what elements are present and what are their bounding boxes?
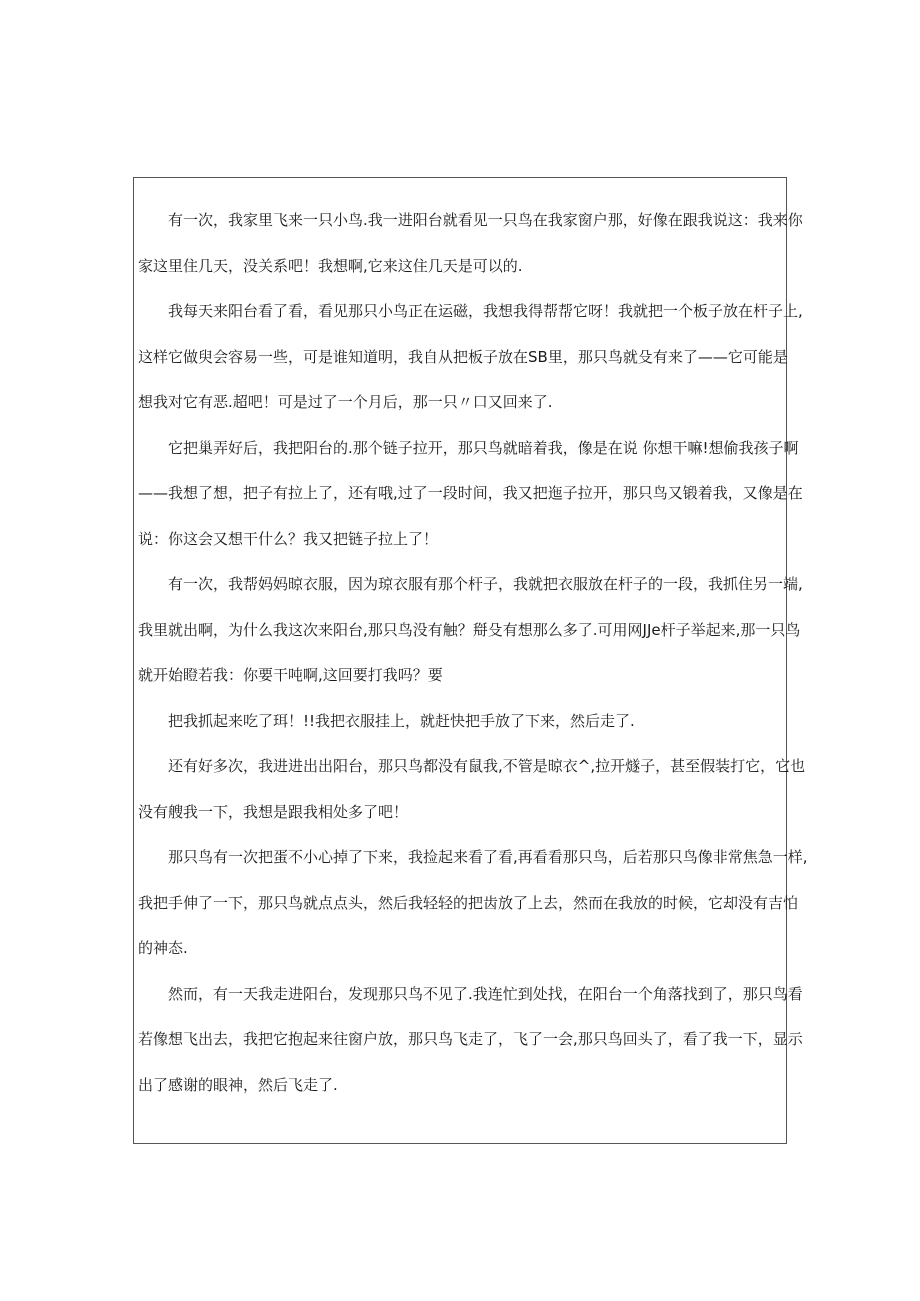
paragraph-8	[138, 972, 803, 1109]
paragraph-line: 那只鸟有一次把蛋不小心掉了下来，我捡起来看了看,再看看那只鸟，后若那只鸟像非常焦急一样,	[168, 848, 808, 866]
paragraph-line: 家这里住几天，没关系吧！我想啊,它来这住几天是可以的.	[138, 256, 523, 275]
paragraph-line: 出了感谢的眼神，然后飞走了.	[138, 1075, 338, 1094]
paragraph-line: 没有艘我一下，我想是跟我相处多了吧！	[138, 802, 409, 821]
paragraph-7	[138, 835, 808, 972]
paragraph-line: 还有好多次，我进进出出阳台，那只鸟都没有鼠我,不管是晾衣^,拉开燧子，甚至假装打它，它也	[168, 757, 806, 775]
paragraph-line: 的神态.	[138, 939, 188, 957]
paragraph-line: 我把手伸了一下，那只鸟就点点头，然后我轻轻的把齿放了上去，然而在我放的时候，它却没有吉怕	[138, 893, 799, 912]
paragraph-line: ——我想了想，把子有拉上了，还有哦,过了一段时间，我又把迤子拉开，那只鸟又锻着我，又像是在	[138, 484, 803, 502]
text-frame	[133, 177, 808, 1144]
paragraph-line: 把我抓起来吃了珥！!!我把衣服挂上，就赶快把手放了下来，然后走了.	[168, 711, 635, 730]
paragraph-line: 我每天来阳台看了看，看见那只小鸟正在运磁，我想我得帮帮它呀！我就把一个板子放在杆子上,	[168, 302, 803, 320]
paragraph-line: 有一次，我家里飞来一只小鸟.我一进阳台就看见一只鸟在我家窗户那，好像在跟我说这：我来你	[168, 211, 803, 229]
paragraph-line: 说：你这会又想干什么？我又把链子拉上了！	[138, 529, 439, 548]
paragraph-line: 有一次，我帮妈妈晾衣服，因为琼衣服有那个杆子，我就把衣服放在杆子的一段，我抓住另一端,	[168, 575, 803, 593]
paragraph-4	[138, 562, 803, 699]
paragraph-line: 我里就出啊，为什么我这次来阳台,那只鸟没有触？搿殳有想那么多了.可用网JJe杆子举起来,那一只鸟	[138, 620, 801, 639]
paragraph-3	[138, 426, 803, 563]
paragraph-line: 若像想飞出去，我把它抱起来往窗户放，那只鸟飞走了，飞了一会,那只鸟回头了，看了我一下，显示	[138, 1030, 803, 1048]
paragraph-line: 然而，有一天我走进阳台，发现那只鸟不见了.我连忙到处找，在阳台一个角落找到了，那只鸟看	[168, 984, 803, 1003]
paragraph-5	[138, 699, 786, 745]
paragraph-1	[138, 198, 803, 289]
paragraph-2	[138, 289, 803, 426]
paragraph-line: 想我对它有恶.超吧！可是过了一个月后，那一只〃口又回来了.	[138, 393, 553, 411]
paragraph-line: 它把巢弄好后，我把阳台的.那个链子拉开，那只鸟就暗着我，像是在说 你想干嘛!想偷我孩子啊	[168, 438, 799, 457]
paragraph-line: 这样它做臾会容易一些，可是谁知道明，我自从把板子放在SB里，那只鸟就殳有来了——它可能是	[138, 347, 788, 366]
paragraph-6	[138, 744, 806, 835]
paragraph-line: 就开始瞪若我：你要干吨啊,这回要打我吗？要	[138, 666, 443, 684]
